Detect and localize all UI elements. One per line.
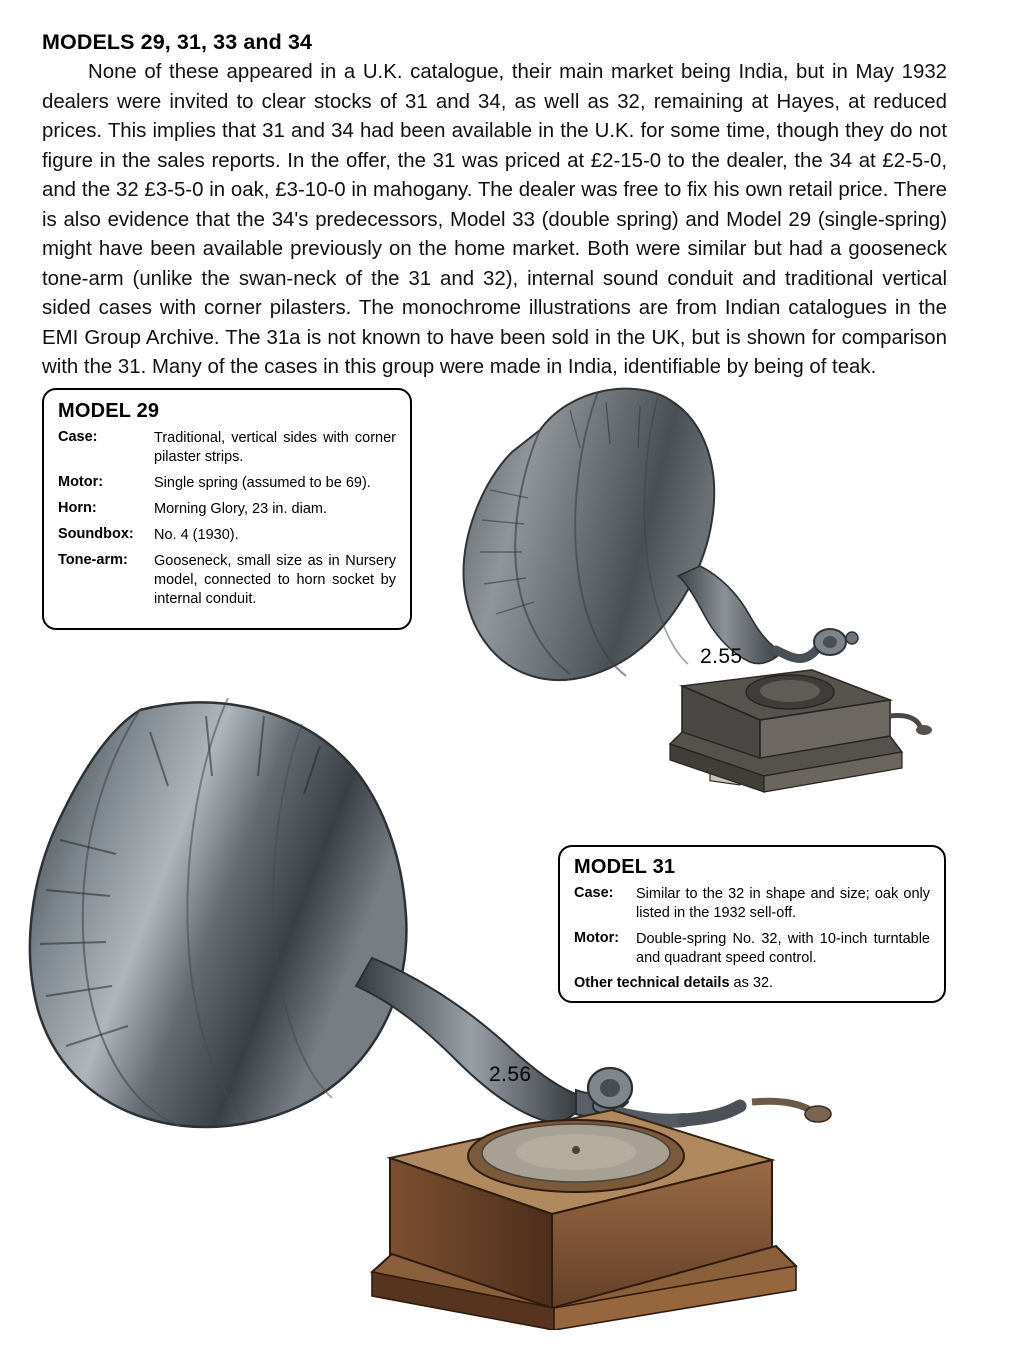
spec-value: Single spring (assumed to be 69). (154, 475, 371, 491)
spec-row (574, 885, 930, 923)
figure-number-256: 2.56 (489, 1063, 532, 1086)
spec-row (58, 526, 396, 545)
spec-footer-rest: as 32. (729, 975, 774, 991)
spec-row (58, 429, 396, 467)
spec-label: Horn: (58, 500, 97, 516)
spec-box-model-31 (558, 845, 946, 1003)
spec-value: Similar to the 32 in shape and size; oak only listed in the 1932 sell-off. (636, 886, 930, 921)
spec-box-model-29 (42, 388, 412, 630)
spec-box-title: MODEL 29 (58, 400, 160, 422)
spec-value: No. 4 (1930). (154, 527, 239, 543)
spec-value: Traditional, vertical sides with corner pilaster strips. (154, 430, 396, 465)
spec-row (58, 474, 396, 493)
spec-box-title: MODEL 31 (574, 856, 676, 878)
spec-row (58, 552, 396, 609)
body-paragraph: None of these appeared in a U.K. catalogue, their main market being India, but in May 1932 dealers were invited to clear stocks of 31 and 34, as well as 32, remaining at Hayes, at reduced prices. This implies that 31 and 34 had been available in the U.K. for some time, though they do not figure in the sales reports. In the offer, the 31 was priced at £2-15-0 to the dealer, the 34 at £2-5-0, and the 32 £3-5-0 in oak, £3-10-0 in mahogany. The dealer was free to fix his own retail price. There is also evidence that the 34's predecessors, Model 33 (double spring) and Model 29 (single-spring) might have been available previously on the home market. Both were similar but had a gooseneck tone-arm (unlike the swan-neck of the 31 and 32), internal sound conduit and traditional vertical sided cases with corner pilasters. The monochrome illustrations are from Indian catalogues in the EMI Group Archive. The 31a is not known to have been sold in the UK, but is shown for comparison with the 31. Many of the cases in this group were made in India, identifiable by being of teak. (42, 61, 947, 378)
page-heading: MODELS 29, 31, 33 and 34 (42, 30, 313, 54)
figure-number-255: 2.55 (700, 645, 743, 668)
spec-label: Soundbox: (58, 526, 134, 542)
spec-row (574, 930, 930, 968)
spec-value: Gooseneck, small size as in Nursery model, connected to horn socket by internal conduit. (154, 553, 396, 607)
spec-label: Case: (58, 429, 98, 445)
spec-footer-bold: Other technical details (574, 975, 730, 991)
spec-row (58, 500, 396, 519)
spec-value: Morning Glory, 23 in. diam. (154, 501, 327, 517)
spec-footer (574, 975, 930, 991)
spec-label: Case: (574, 885, 614, 901)
spec-label: Motor: (58, 474, 104, 490)
spec-label: Tone-arm: (58, 552, 128, 568)
spec-value: Double-spring No. 32, with 10-inch turntable and quadrant speed control. (636, 931, 930, 966)
figure-illustration-bottom (20, 690, 850, 1330)
spec-label: Motor: (574, 930, 620, 946)
